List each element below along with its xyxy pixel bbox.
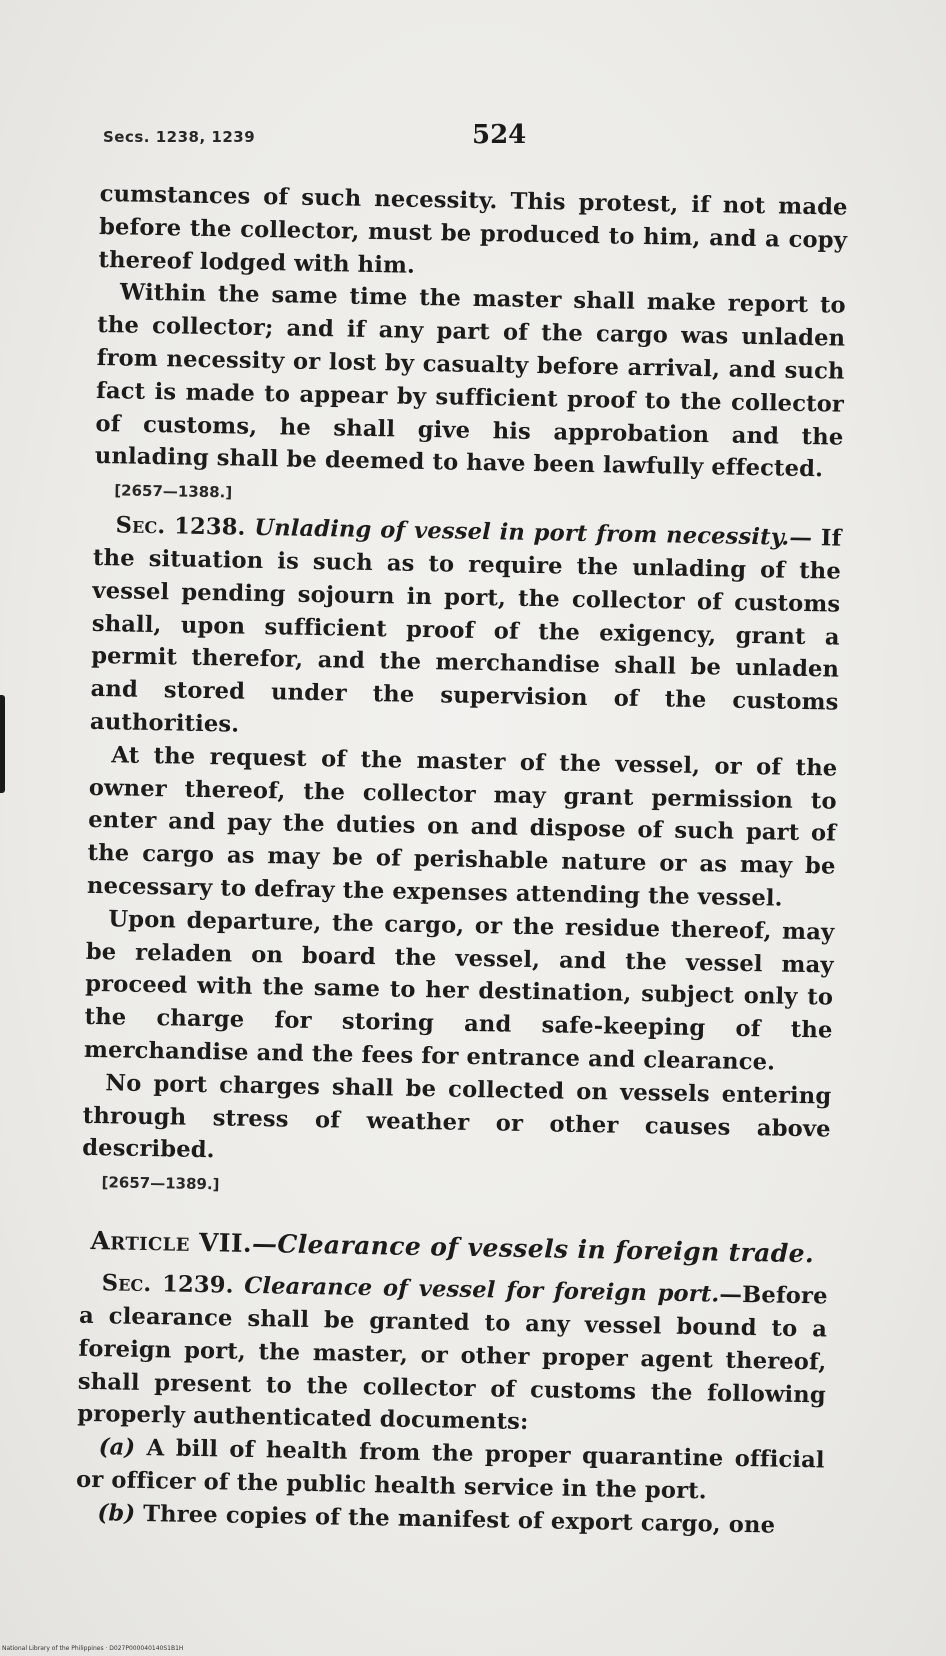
section-1238 (90, 509, 842, 752)
paragraph-port-charges: No port charges shall be collected on vessels entering through stress of weather or other causes above described. (81, 1069, 832, 1164)
item-b-label: (b) (97, 1499, 136, 1527)
source-footer: National Library of the Philippines · D027P000040140S1B1H (2, 1645, 184, 1652)
citation-1388: [2657—1388.] (114, 481, 233, 502)
section-1239-text: —Before a clearance shall be granted to any vessel bound to a foreign port, the master, or other proper agent thereof, shall present to the collector of customs the following properly authenticated documents: (77, 1281, 828, 1436)
section-1239 (77, 1267, 828, 1445)
section-1238-title: Unlading of vessel in port from necessity.— (254, 515, 813, 552)
article-label: Article VII. (90, 1226, 253, 1259)
paragraph-departure: Upon departure, the cargo, or the residue thereof, may be reladen on board the vessel, and the vessel may proceed with the same to her destination, subject only to the charge for storing and safe-keeping of the merchandise and the fees for entrance and clearance. (83, 906, 835, 1076)
section-reference: Secs. 1238, 1239 (103, 128, 256, 146)
section-1238-label: Sec. 1238. (115, 512, 246, 541)
paragraph-perishable: At the request of the master of the vessel, or of the owner thereof, the collector may grant permission to enter and pay the duties on and dispose of such part of the cargo as may be of perishable nature or as may be necessary to defray the expenses attending the vessel. (86, 742, 838, 912)
item-a-text: A bill of health from the proper quarantine official or officer of the public health service in the port. (75, 1434, 825, 1505)
citation-1389: [2657—1389.] (101, 1173, 220, 1194)
running-header (0, 120, 946, 160)
item-a-label: (a) (98, 1434, 136, 1461)
paragraph-continuation: cumstances of such necessity. This protest, if not made before the collector, must be produced to him, and a copy thereof lodged with him. (98, 180, 848, 279)
article-heading (90, 1223, 829, 1273)
section-1238-text: If the situation is such as to require the unlading of the vessel pending sojourn in port, the collector of customs shall, upon sufficient proof of the exigency, grant a permit therefor, and the merchandise shall be unladen and stored under the supervision of the customs authorities. (89, 525, 842, 738)
article-title: —Clearance of vessels in foreign trade. (251, 1229, 815, 1269)
item-b-text: Three copies of the manifest of export cargo, one (134, 1500, 776, 1539)
paragraph-report: Within the same time the master shall make report to the collector; and if any part of the cargo was unladen from necessity or lost by casualty before arrival, and such fact is made to appear by sufficient proof to the collector of customs, he shall give his approbation and the unlading shall be deemed to have been lawfully effected. (94, 279, 847, 483)
section-1239-label: Sec. 1239. (101, 1270, 234, 1299)
page-number: 524 (472, 120, 527, 150)
section-1239-title: Clearance of vessel for foreign port. (244, 1272, 720, 1308)
page-edge-tab (0, 695, 5, 793)
body-text (75, 178, 848, 1543)
